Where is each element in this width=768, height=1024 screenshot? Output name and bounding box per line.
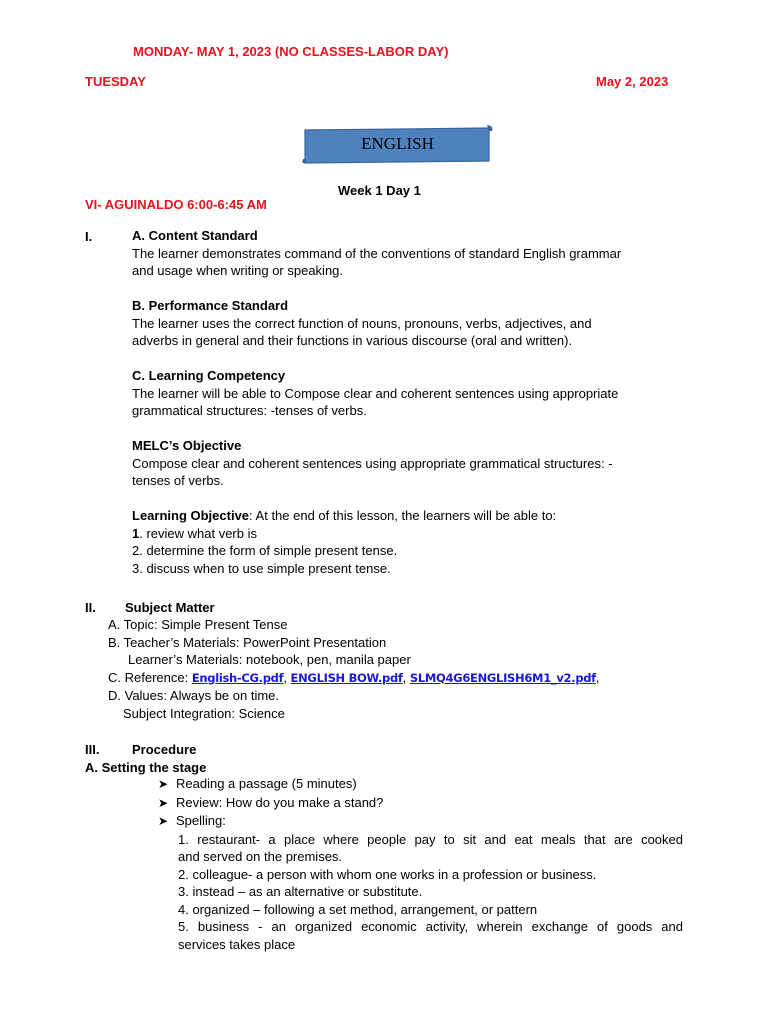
content-standard-text-1: The learner demonstrates command of the conventions of standard English grammar: [132, 245, 622, 261]
bullet-text: Review: How do you make a stand?: [176, 794, 384, 810]
arrowhead-bullet-icon: ➤: [158, 814, 169, 828]
performance-title: B. Performance Standard: [132, 298, 289, 313]
subject-integration: Subject Integration: Science: [123, 705, 285, 721]
objective-3: 3. discuss when to use simple present tense.: [132, 560, 391, 576]
objective-1-number: 1: [132, 525, 140, 541]
part2-numeral: II.: [85, 600, 96, 615]
part1-numeral: I.: [85, 229, 93, 244]
content-standard-text-2: and usage when writing or speaking.: [132, 263, 344, 278]
section-line: VI- AGUINALDO 6:00-6:45 AM: [85, 197, 267, 212]
melc-text-1: Compose clear and coherent sentences using appropriate grammatical structures: -: [132, 455, 613, 471]
monday-note: MONDAY- MAY 1, 2023 (NO CLASSES-LABOR DAY): [133, 44, 449, 59]
spelling-list: [158, 831, 683, 954]
spelling-4: 4. organized – following a set method, arrangement, or pattern: [178, 901, 538, 917]
melc-title: MELC’s Objective: [132, 438, 242, 453]
reference-link-cg[interactable]: English-CG.pdf: [191, 670, 284, 685]
objective-1: [132, 525, 682, 543]
reference-separator: ,: [402, 669, 410, 685]
list-item: [158, 794, 683, 813]
spelling-2: 2. colleague- a person with whom one works in a profession or business.: [178, 866, 597, 882]
performance-text-2: adverbs in general and their functions in various discourse (oral and written).: [132, 333, 573, 348]
list-item: [158, 812, 683, 831]
reference-link-bow[interactable]: ENGLISH BOW.pdf: [290, 670, 403, 685]
part2-title: Subject Matter: [125, 600, 215, 615]
melc-text-2: tenses of verbs.: [132, 473, 224, 488]
week-day: Week 1 Day 1: [338, 183, 421, 198]
part1-body: [132, 227, 682, 577]
competency-title: C. Learning Competency: [132, 368, 286, 383]
list-item: [158, 775, 683, 794]
spelling-1b: and served on the premises.: [178, 849, 343, 864]
teacher-materials: B. Teacher’s Materials: PowerPoint Presentation: [108, 634, 387, 650]
spelling-5a: 5. business - an organized economic activity, wherein exchange of goods and: [178, 919, 683, 934]
spelling-3: 3. instead – as an alternative or substitute.: [178, 884, 423, 899]
competency-text-2: grammatical structures: -tenses of verbs.: [132, 403, 367, 418]
day-label: TUESDAY: [85, 74, 146, 89]
learner-materials: Learner’s Materials: notebook, pen, manila paper: [128, 652, 411, 667]
competency-text-1: The learner will be able to Compose clear and coherent sentences using appropriate: [132, 385, 619, 401]
learning-objective-intro: : At the end of this lesson, the learners will be able to:: [249, 508, 557, 523]
learning-objective-title: Learning Objective: [132, 508, 250, 523]
performance-text-1: The learner uses the correct function of nouns, pronouns, verbs, adjectives, and: [132, 315, 592, 331]
objective-2: 2. determine the form of simple present tense.: [132, 543, 398, 558]
part3-numeral: III.: [85, 742, 100, 757]
reference-separator: ,: [283, 669, 291, 685]
content-standard-title: A. Content Standard: [132, 228, 258, 243]
objective-1-text: . review what verb is: [139, 525, 257, 541]
date-label: May 2, 2023: [596, 74, 669, 89]
reference-label: C. Reference:: [108, 669, 192, 685]
setting-stage: A. Setting the stage: [85, 760, 207, 775]
subject-title: ENGLISH: [361, 134, 434, 153]
bullet-text: Reading a passage (5 minutes): [176, 776, 357, 791]
reference-line: C. Reference: English-CG.pdf, ENGLISH BOW.pdf, SLMQ4G6ENGLISH6M1_v2.pdf,: [108, 669, 600, 685]
learning-objective-line: [132, 507, 682, 525]
bullet-text: Spelling:: [176, 813, 226, 828]
arrowhead-bullet-icon: ➤: [158, 795, 169, 810]
values: D. Values: Always be on time.: [108, 688, 280, 703]
reference-link-slm[interactable]: SLMQ4G6ENGLISH6M1_v2.pdf: [409, 670, 596, 685]
spelling-5b: services takes place: [178, 936, 296, 952]
part3-title: Procedure: [132, 742, 197, 757]
topic: A. Topic: Simple Present Tense: [108, 617, 288, 632]
procedure-list: [158, 775, 683, 953]
spelling-1a: 1. restaurant- a place where people pay to sit and eat meals that are cooked: [178, 831, 683, 847]
arrowhead-bullet-icon: ➤: [158, 777, 169, 791]
part2-body: [108, 616, 668, 722]
